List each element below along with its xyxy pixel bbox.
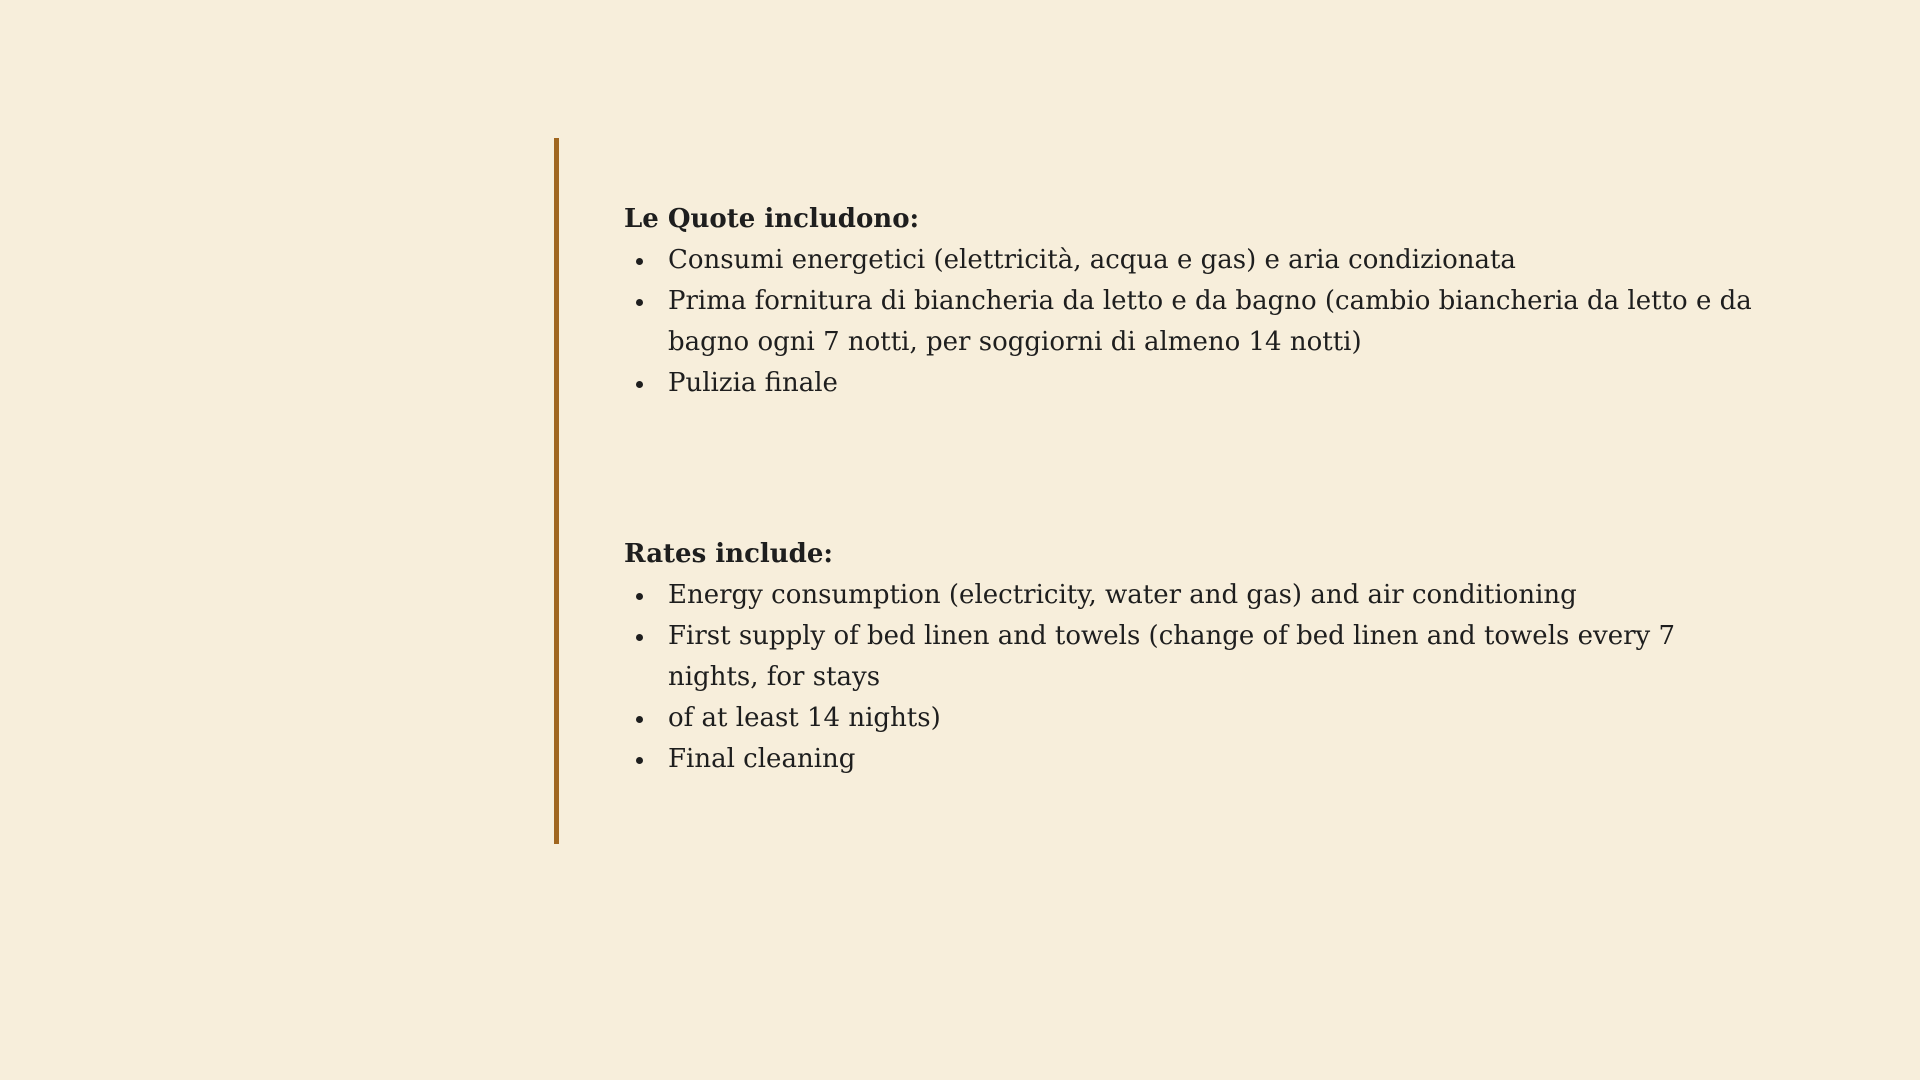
list-item-text: First supply of bed linen and towels (change of bed linen and towels every 7 nights, for stays — [668, 621, 1676, 692]
bullet-icon — [636, 757, 643, 764]
italian-heading: Le Quote includono: — [624, 204, 920, 234]
list-item — [624, 698, 1764, 739]
list-item-text: Prima fornitura di biancheria da letto e da bagno (cambio biancheria da letto e da bagno ogni 7 notti, per soggiorni di almeno 14 notti) — [668, 286, 1752, 357]
list-item-text: Energy consumption (electricity, water and gas) and air conditioning — [668, 580, 1577, 610]
list-item — [624, 240, 1764, 281]
bullet-icon — [636, 716, 643, 723]
list-item — [624, 281, 1764, 363]
bullet-icon — [636, 593, 643, 600]
english-list — [624, 575, 1764, 780]
english-section — [624, 534, 1764, 780]
bullet-icon — [636, 299, 643, 306]
bullet-icon — [636, 634, 643, 641]
bullet-icon — [636, 258, 643, 265]
list-item — [624, 363, 1764, 404]
list-item — [624, 616, 1764, 698]
accent-divider-bar — [554, 138, 559, 844]
list-item-text: Final cleaning — [668, 744, 856, 774]
list-item-text: of at least 14 nights) — [668, 703, 941, 733]
italian-list — [624, 240, 1764, 404]
list-item-text: Consumi energetici (elettricità, acqua e gas) e aria condizionata — [668, 245, 1516, 275]
bullet-icon — [636, 381, 643, 388]
list-item-text: Pulizia finale — [668, 368, 838, 398]
english-heading: Rates include: — [624, 539, 834, 569]
italian-section — [624, 199, 1764, 404]
list-item — [624, 575, 1764, 616]
list-item — [624, 739, 1764, 780]
